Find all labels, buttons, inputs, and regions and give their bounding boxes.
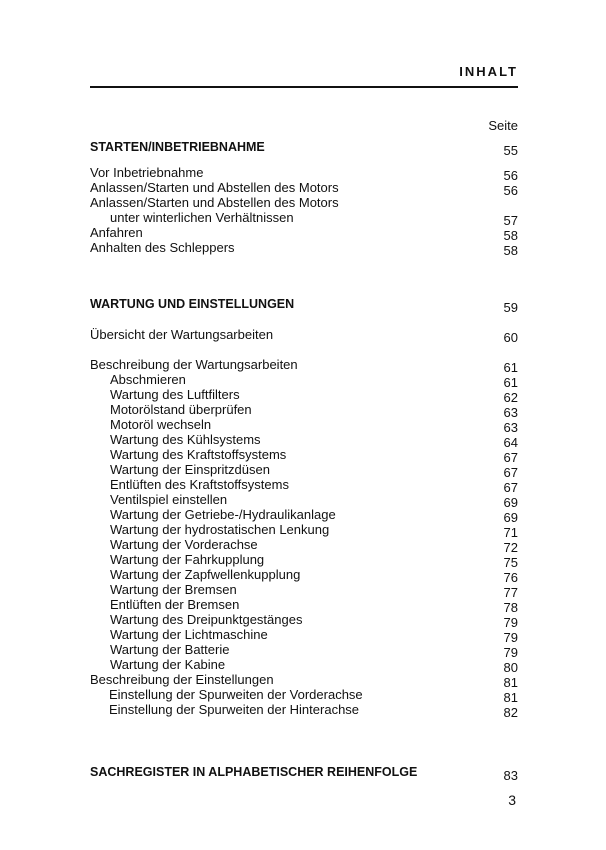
toc-entry-row [90,180,518,198]
toc-entry-label: Motoröl wechseln [110,417,212,432]
toc-entry-label: Übersicht der Wartungsarbeiten [90,327,274,342]
toc-entry-label: Wartung der Bremsen [110,582,237,597]
toc-entry-row [90,702,518,720]
toc-entry-label: Wartung der Vorderachse [110,537,258,552]
toc-entry-row [90,582,518,600]
toc-entry-row [90,225,518,243]
toc-entry-label: Wartung der hydrostatischen Lenkung [110,522,330,537]
toc-entry-row [90,657,518,675]
toc-page-number: 80 [503,660,518,675]
toc-page-number: 56 [503,183,518,198]
toc-entry-label: Einstellung der Spurweiten der Hinterachse [109,702,360,717]
toc-entry-row [90,195,518,210]
toc-entry-label: Anlassen/Starten und Abstellen des Motors [90,180,339,195]
toc-entry-label: Motorölstand überprüfen [110,402,252,417]
toc-entry-row [90,687,518,705]
toc-page-number: 63 [503,405,518,420]
toc-entry-label: unter winterlichen Verhältnissen [110,210,294,225]
toc-entry-row [90,552,518,570]
toc-entry-label: Wartung des Luftfilters [110,387,240,402]
toc-entry-label: Anhalten des Schleppers [90,240,235,255]
toc-entry-row [90,627,518,645]
toc-entry-row [90,417,518,435]
toc-entry-label: Wartung des Kühlsystems [110,432,261,447]
toc-page-number: 67 [503,480,518,495]
toc-entry-label: Vor Inbetriebnahme [90,165,204,180]
toc-entry-label: Wartung der Batterie [110,642,230,657]
toc-page-number: 61 [503,375,518,390]
page-column-label: Seite [488,118,518,133]
toc-entry-row [90,387,518,405]
toc-entry-label: Anfahren [90,225,143,240]
toc-entry-label: Wartung der Einspritzdüsen [110,462,270,477]
toc-page-number: 71 [503,525,518,540]
page-title: INHALT [459,64,518,79]
toc-entry-label: Wartung der Kabine [110,657,226,672]
toc-page-number: 58 [503,228,518,243]
toc-entry-label: Einstellung der Spurweiten der Vorderachse [109,687,363,702]
toc-entry-row [90,612,518,630]
toc-entry-row [90,522,518,540]
toc-section-title: SACHREGISTER IN ALPHABETISCHER REIHENFOLGE [90,765,418,779]
toc-page-number: 58 [503,243,518,258]
toc-entry-row [90,477,518,495]
toc-page-number: 56 [503,168,518,183]
toc-page-number: 81 [503,690,518,705]
toc-page-number: 69 [503,510,518,525]
toc-page-number: 64 [503,435,518,450]
toc-entry-label: Beschreibung der Einstellungen [90,672,274,687]
toc-page-number: 55 [503,143,518,158]
toc-section-row [90,297,518,315]
toc-entry-label: Wartung der Getriebe-/Hydraulikanlage [110,507,336,522]
toc-entry-row [90,567,518,585]
toc-entry-label: Wartung der Fahrkupplung [110,552,265,567]
toc-entry-row [90,210,518,228]
toc-page-number: 78 [503,600,518,615]
toc-page-number: 79 [503,645,518,660]
toc-entry-row [90,432,518,450]
toc-entry-row [90,165,518,183]
toc-entry-row [90,372,518,390]
toc-page-number: 72 [503,540,518,555]
toc-entry-label: Wartung des Kraftstoffsystems [110,447,287,462]
toc-entry-row [90,402,518,420]
toc-section-row [90,140,518,158]
toc-page-number: 69 [503,495,518,510]
toc-page-number: 57 [503,213,518,228]
toc-page-number: 63 [503,420,518,435]
toc-entry-label: Wartung des Dreipunktgestänges [110,612,303,627]
toc-entry-row [90,672,518,690]
toc-page-number: 79 [503,630,518,645]
toc-page-number: 81 [503,675,518,690]
toc-entry-row [90,447,518,465]
toc-section-title: WARTUNG UND EINSTELLUNGEN [90,297,295,311]
toc-page-number: 79 [503,615,518,630]
toc-section-title: STARTEN/INBETRIEBNAHME [90,140,265,154]
toc-entry-label: Entlüften des Kraftstoffsystems [110,477,289,492]
toc-page-number: 76 [503,570,518,585]
header-rule [90,86,518,88]
toc-section-row [90,765,518,783]
toc-page-number: 67 [503,465,518,480]
toc-page-number: 77 [503,585,518,600]
toc-entry-row [90,492,518,510]
toc-entry-label: Ventilspiel einstellen [110,492,228,507]
toc-entry-row [90,327,518,345]
toc-page-number: 67 [503,450,518,465]
toc-entry-label: Beschreibung der Wartungsarbeiten [90,357,298,372]
toc-entry-row [90,642,518,660]
toc-page-number: 60 [503,330,518,345]
toc-entry-row [90,597,518,615]
toc-page-number: 83 [503,768,518,783]
toc-page-number: 82 [503,705,518,720]
page-number: 3 [508,792,516,808]
toc-entry-row [90,462,518,480]
toc-entry-row [90,537,518,555]
toc-entry-label: Entlüften der Bremsen [110,597,240,612]
toc-entry-label: Wartung der Zapfwellenkupplung [110,567,301,582]
toc-entry-row [90,357,518,375]
toc-entry-label: Abschmieren [110,372,186,387]
toc-page-number: 75 [503,555,518,570]
toc-entry-row [90,507,518,525]
toc-page-number: 59 [503,300,518,315]
toc-entry-row [90,240,518,258]
toc-page-number: 62 [503,390,518,405]
toc-entry-label: Anlassen/Starten und Abstellen des Motors [90,195,339,210]
toc-page-number: 61 [503,360,518,375]
toc-entry-label: Wartung der Lichtmaschine [110,627,268,642]
